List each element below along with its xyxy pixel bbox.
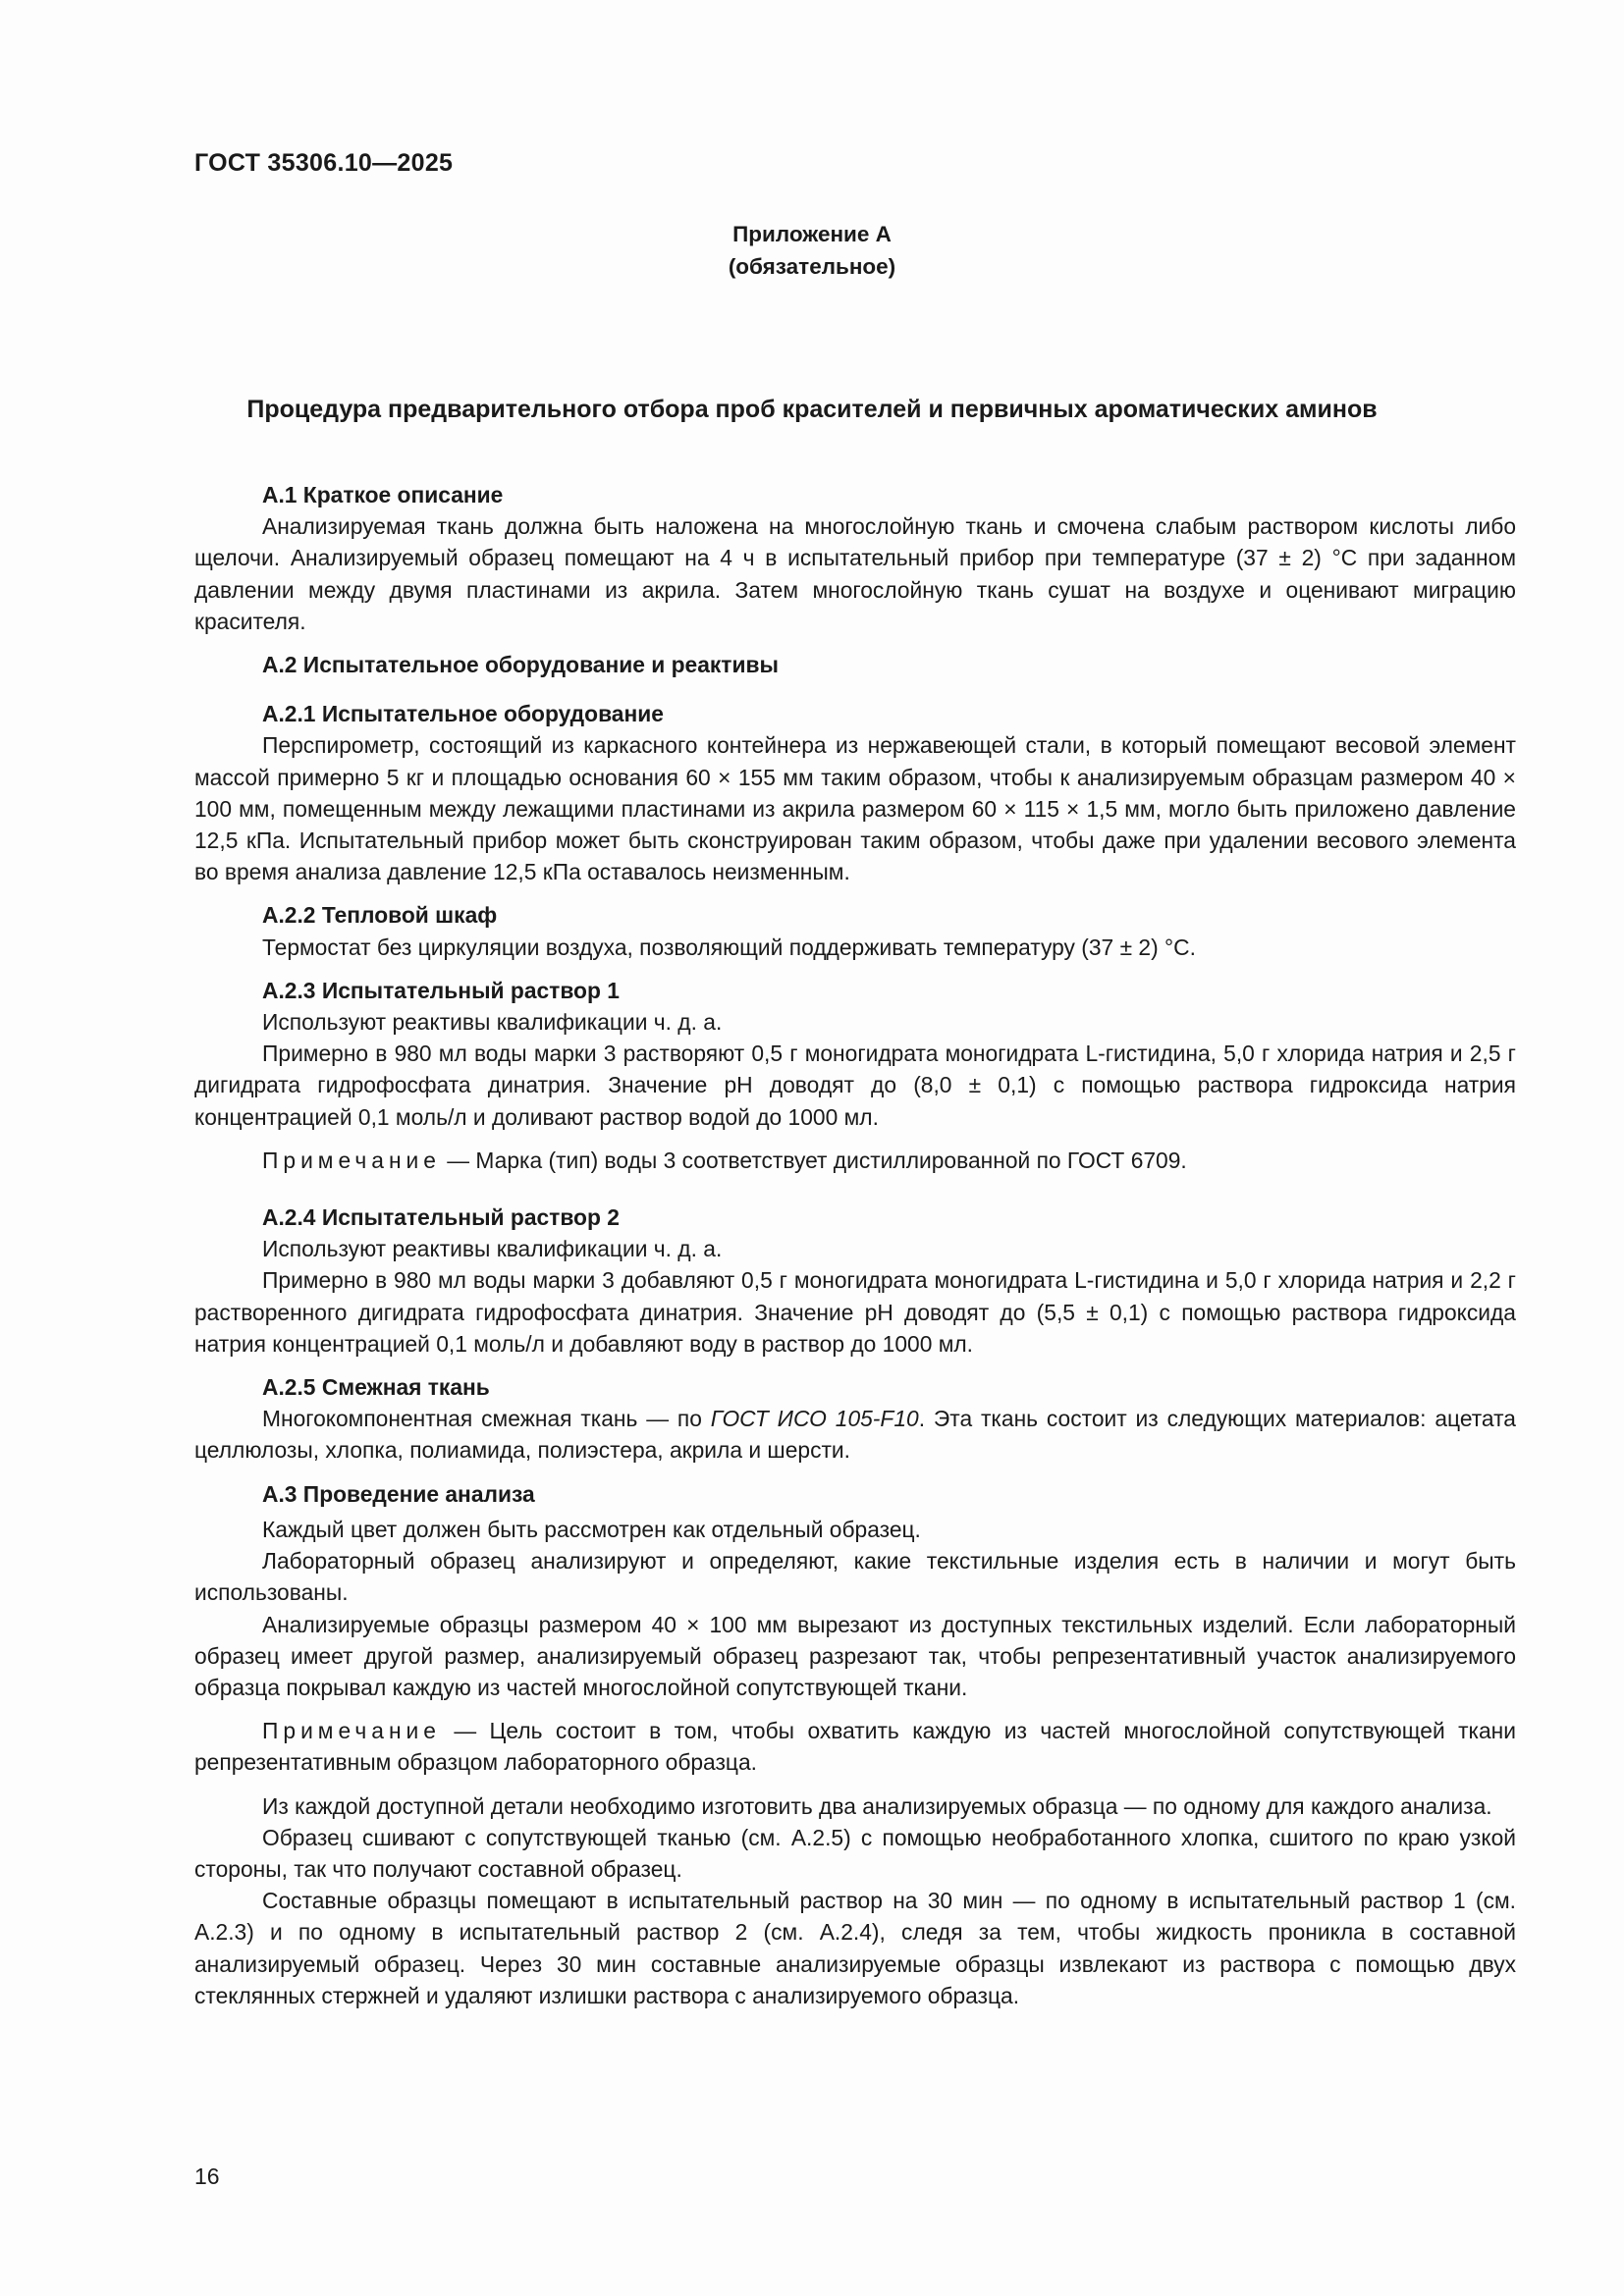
section-a23-paragraph-2: Примерно в 980 мл воды марки 3 растворяют 0,5 г моногидрата моногидрата L-гистидина, 5,0 г хлорида натрия и 2,5 г дигидрата гидрофосфата динатрия. Значение pH доводят до (8,0 ± 0,1) с помощью раствора гидроксида натрия концентрацией 0,1 моль/л и доливают раствор водой до 1000 мл. [194, 1041, 1516, 1130]
section-a3-paragraph-2: Лабораторный образец анализируют и определяют, какие текстильные изделия есть в наличии и могут быть использованы. [194, 1548, 1516, 1606]
appendix-heading [0, 218, 1624, 283]
page-number: 16 [194, 2163, 220, 2189]
section-a23-heading: А.2.3 Испытательный раствор 1 [262, 977, 620, 1003]
section-a3-paragraph-6: Составные образцы помещают в испытательный раствор на 30 мин — по одному в испытательный раствор 1 (см. А.2.3) и по одному в испытательный раствор 2 (см. А.2.4), следя за тем, чтобы жидкость проникла в составной анализируемый образец. Через 30 мин составные анализируемые образцы извлекают из раствора с помощью двух стеклянных стержней и удаляют излишки раствора с анализируемого образца. [194, 1888, 1516, 2008]
section-a25-paragraph [194, 1403, 1516, 1466]
standard-reference: ГОСТ ИСО 105-F10 [710, 1406, 919, 1432]
section-a22-paragraph: Термостат без циркуляции воздуха, позволяющий поддерживать температуру (37 ± 2) °C. [262, 934, 1196, 960]
section-a23-note [194, 1145, 1516, 1176]
a25-text-start: Многокомпонентная смежная ткань — по [262, 1406, 711, 1432]
section-a3-paragraph-3: Анализируемые образцы размером 40 × 100 мм вырезают из доступных текстильных изделий. Если лабораторный образец имеет другой размер, анализируемый образец разрезают так, чтобы репрезентативный участок анализируемого образца покрывал каждую из частей многослойной сопутствующей ткани. [194, 1611, 1516, 1700]
section-a24-paragraph-2: Примерно в 980 мл воды марки 3 добавляют 0,5 г моногидрата моногидрата L-гистидина и 5,0 г хлорида натрия и 2,2 г растворенного дигидрата гидрофосфата динатрия. Значение pH доводят до (5,5 ± 0,1) с помощью раствора гидроксида натрия концентрацией 0,1 моль/л и добавляют воду в раствор до 1000 мл. [194, 1267, 1516, 1357]
section-a3-paragraph-1: Каждый цвет должен быть рассмотрен как отдельный образец. [262, 1516, 921, 1542]
section-a3-heading: А.3 Проведение анализа [262, 1480, 535, 1507]
section-a2-heading: А.2 Испытательное оборудование и реактивы [262, 652, 779, 678]
note-text: — Марка (тип) воды 3 соответствует дистиллированной по ГОСТ 6709. [440, 1147, 1187, 1173]
section-a3-note [194, 1715, 1516, 1778]
document-id: ГОСТ 35306.10—2025 [194, 149, 454, 177]
appendix-status: (обязательное) [728, 254, 896, 279]
section-a24-heading: А.2.4 Испытательный раствор 2 [262, 1204, 620, 1231]
section-a3-paragraph-5: Образец сшивают с сопутствующей тканью (см. А.2.5) с помощью необработанного хлопка, сшитого по краю узкой стороны, так что получают составной образец. [194, 1824, 1516, 1882]
note-text: — Цель состоит в том, чтобы охватить каждую из частей многослойной сопутствующей ткани репрезентативным образцом лабораторного образца. [194, 1718, 1516, 1776]
a25-text-end: . Эта ткань состоит из следующих материалов: ацетата целлюлозы, хлопка, полиамида, полиэстера, акрила и шерсти. [194, 1406, 1516, 1464]
section-a21-heading: А.2.1 Испытательное оборудование [262, 701, 664, 727]
section-a22-heading: А.2.2 Тепловой шкаф [262, 902, 498, 929]
document-title: Процедура предварительного отбора проб красителей и первичных ароматических аминов [246, 396, 1378, 423]
section-a25-heading: А.2.5 Смежная ткань [262, 1374, 490, 1401]
section-a1-heading: А.1 Краткое описание [262, 482, 504, 507]
document-body [194, 479, 1516, 2011]
section-a23-paragraph-1: Используют реактивы квалификации ч. д. а. [262, 1009, 723, 1036]
section-a24-paragraph-1: Используют реактивы квалификации ч. д. а. [262, 1236, 723, 1262]
appendix-title: Приложение А [732, 222, 892, 246]
note-label: Примечание [262, 1147, 441, 1173]
section-a3-paragraph-4: Из каждой доступной детали необходимо изготовить два анализируемых образца — по одному для каждого анализа. [262, 1792, 1492, 1819]
section-a21-paragraph: Перспирометр, состоящий из каркасного контейнера из нержавеющей стали, в который помещают весовой элемент массой примерно 5 кг и площадью основания 60 × 155 мм таким образом, чтобы к анализируемым образцам размером 40 × 100 мм, помещенным между лежащими пластинами из акрила размером 60 × 115 × 1,5 мм, могло быть приложено давление 12,5 кПа. Испытательный прибор может быть сконструирован таким образом, чтобы даже при удалении весового элемента во время анализа давление 12,5 кПа оставалось неизменным. [194, 732, 1516, 885]
note-label: Примечание [262, 1718, 441, 1744]
section-a1-paragraph: Анализируемая ткань должна быть наложена на многослойную ткань и смочена слабым раствором кислоты либо щелочи. Анализируемый образец помещают на 4 ч в испытательный прибор при температуре (37 ± 2) °C при заданном давлении между двумя пластинами из акрила. Затем многослойную ткань сушат на воздухе и оценивают миграцию красителя. [194, 513, 1516, 634]
